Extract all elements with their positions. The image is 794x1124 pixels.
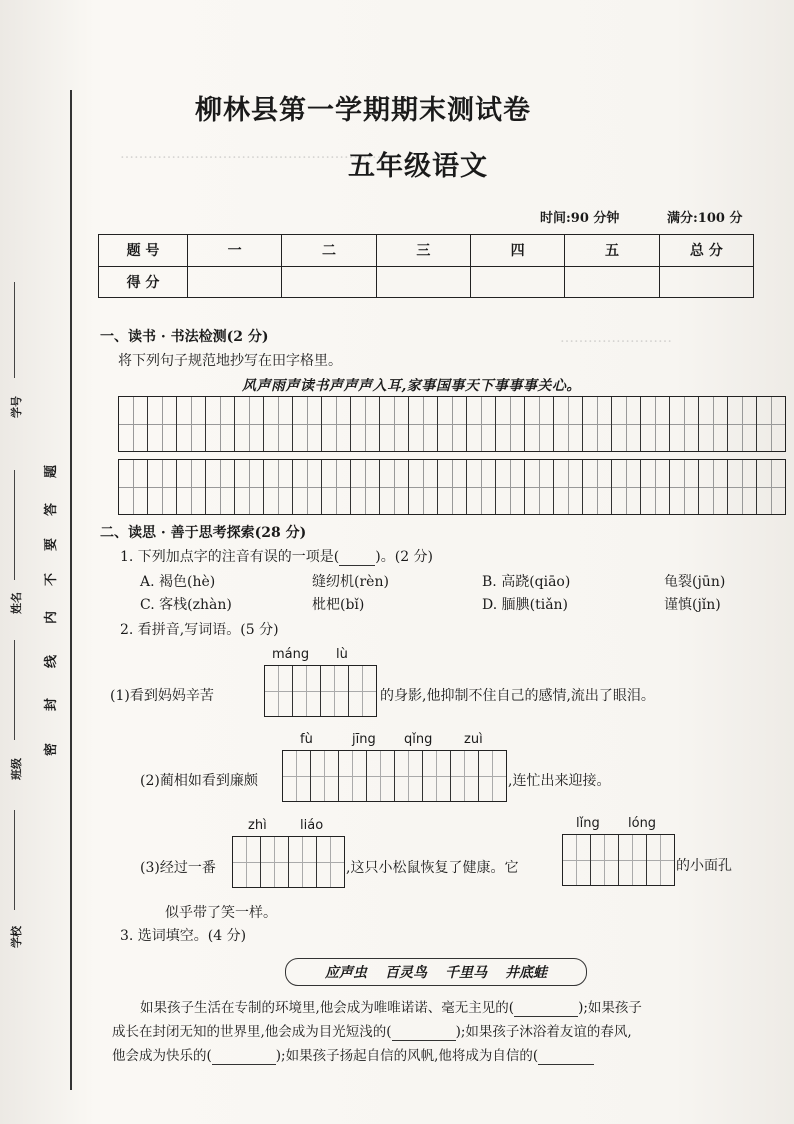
name-label: 姓名 [10, 592, 23, 614]
grid-cell[interactable] [583, 460, 612, 514]
pinyin: lù [336, 647, 348, 662]
tian-box[interactable] [479, 751, 506, 801]
tian-box[interactable] [451, 751, 479, 801]
grid-cell[interactable] [525, 397, 554, 451]
tian-box[interactable] [293, 666, 321, 716]
q1-option[interactable]: C. 客栈(zhàn) [140, 597, 232, 613]
q2-item3-middle: ,这只小松鼠恢复了健康。它 [346, 860, 519, 876]
exam-time: 时间:90 分钟 [540, 211, 620, 226]
q3-blank-3[interactable] [212, 1048, 276, 1065]
grid-cell[interactable] [525, 460, 554, 514]
seal-char: 密 [44, 742, 60, 757]
seal-char: 要 [44, 537, 60, 552]
table-cell: 二 [282, 235, 376, 267]
seal-char: 题 [44, 464, 60, 479]
q3-text: 他会成为快乐的( [112, 1048, 212, 1064]
class-label: 班级 [10, 758, 23, 780]
tian-box[interactable] [317, 837, 344, 887]
grid-cell[interactable] [380, 460, 409, 514]
bleed-through-text: …………………………………………………… [120, 146, 400, 162]
q1-stem [120, 546, 433, 566]
exam-full-score: 满分:100 分 [667, 211, 743, 226]
score-input-cell[interactable] [565, 266, 659, 298]
tian-box[interactable] [423, 751, 451, 801]
q2-item3-tian-grid-2[interactable] [562, 834, 675, 886]
q2-item2-tian-grid[interactable] [282, 750, 507, 802]
exam-subtitle: 五年级语文 [348, 151, 488, 182]
word-choice: 百灵鸟 [385, 965, 427, 981]
grid-cell[interactable] [264, 460, 293, 514]
grid-cell[interactable] [293, 460, 322, 514]
tian-box[interactable] [339, 751, 367, 801]
q1-answer-blank[interactable] [339, 549, 375, 566]
tian-box[interactable] [619, 835, 647, 885]
grid-cell[interactable] [757, 460, 785, 514]
q2-item3-before: (3)经过一番 [140, 860, 216, 876]
tian-box[interactable] [647, 835, 674, 885]
grid-cell[interactable] [351, 397, 380, 451]
q1-stem-end: )。(2 分) [375, 549, 434, 565]
tian-box[interactable] [283, 751, 311, 801]
q1-option: 枇杷(bǐ) [312, 597, 365, 613]
grid-cell[interactable] [322, 460, 351, 514]
grid-cell[interactable] [177, 397, 206, 451]
score-input-cell[interactable] [188, 266, 282, 298]
seal-char: 不 [44, 572, 60, 587]
pinyin: máng [272, 647, 310, 662]
grid-cell[interactable] [496, 460, 525, 514]
tian-box[interactable] [261, 837, 289, 887]
tian-box[interactable] [311, 751, 339, 801]
grid-cell[interactable] [728, 460, 757, 514]
word-choice: 千里马 [445, 965, 487, 981]
q3-text: 如果孩子生活在专制的环境里,他会成为唯唯诺诺、毫无主见的( [140, 1000, 515, 1016]
grid-cell[interactable] [119, 460, 148, 514]
section1-heading: 一、读书 · 书法检测(2 分) [100, 329, 269, 345]
q1-option[interactable]: B. 高跷(qiāo) [482, 574, 571, 590]
tian-box[interactable] [289, 837, 317, 887]
score-table-header-row [99, 235, 754, 267]
grid-cell[interactable] [554, 460, 583, 514]
q1-option: 谨慎(jǐn) [664, 597, 721, 613]
tian-box[interactable] [591, 835, 619, 885]
grid-cell[interactable] [670, 397, 699, 451]
tian-box[interactable] [321, 666, 349, 716]
grid-cell[interactable] [699, 460, 728, 514]
score-input-cell[interactable] [376, 266, 470, 298]
score-table-score-row [99, 266, 754, 298]
q3-blank-2[interactable] [392, 1024, 456, 1041]
score-input-cell[interactable] [470, 266, 564, 298]
score-input-cell[interactable] [659, 266, 753, 298]
q3-text: );如果孩子沐浴着友谊的春风, [455, 1024, 632, 1040]
word-choice: 井底蛙 [505, 965, 547, 981]
word-choice-box [285, 958, 587, 986]
q1-stem-text: 1. 下列加点字的注音有误的一项是( [120, 549, 340, 565]
grid-cell[interactable] [757, 397, 785, 451]
q2-item1-before: (1)看到妈妈辛苦 [110, 688, 214, 704]
table-cell: 三 [376, 235, 470, 267]
tian-box[interactable] [563, 835, 591, 885]
q3-blank-1[interactable] [514, 1000, 578, 1017]
school-label: 学校 [10, 926, 23, 948]
student-id-line [14, 282, 15, 378]
seal-char: 内 [44, 610, 60, 625]
student-id-label: 学号 [10, 396, 23, 418]
table-cell: 四 [470, 235, 564, 267]
seal-char: 答 [44, 502, 60, 517]
q1-option: 龟裂(jūn) [664, 574, 726, 590]
name-line [14, 470, 15, 580]
q2-item3-line2: 似乎带了笑一样。 [165, 905, 277, 921]
tian-box[interactable] [233, 837, 261, 887]
grid-cell[interactable] [264, 397, 293, 451]
grid-cell[interactable] [235, 460, 264, 514]
pinyin: lǐng [576, 816, 600, 831]
grid-cell[interactable] [438, 397, 467, 451]
tian-box[interactable] [395, 751, 423, 801]
q1-option[interactable]: D. 腼腆(tiǎn) [482, 597, 569, 613]
q3-blank-4[interactable] [538, 1048, 594, 1065]
tian-box[interactable] [265, 666, 293, 716]
grid-cell[interactable] [467, 460, 496, 514]
q3-paragraph-line3 [112, 1044, 594, 1065]
pinyin: zuì [464, 732, 483, 747]
grid-cell[interactable] [699, 397, 728, 451]
grid-cell[interactable] [612, 397, 641, 451]
binding-line [70, 90, 72, 1090]
grid-cell[interactable] [351, 460, 380, 514]
section1-instruction: 将下列句子规范地抄写在田字格里。 [118, 353, 342, 369]
grid-cell[interactable] [148, 397, 177, 451]
grid-cell[interactable] [148, 460, 177, 514]
grid-cell[interactable] [235, 397, 264, 451]
copy-phrase: 风声雨声读书声声声入耳,家事国事天下事事事关心。 [242, 378, 581, 394]
grid-cell[interactable] [206, 397, 235, 451]
grid-cell[interactable] [612, 460, 641, 514]
pinyin: qǐng [404, 732, 433, 747]
q2-stem: 2. 看拼音,写词语。(5 分) [120, 622, 279, 638]
grid-cell[interactable] [119, 397, 148, 451]
exam-title: 柳林县第一学期期末测试卷 [195, 95, 531, 126]
q3-paragraph-line1 [140, 996, 642, 1017]
grid-cell[interactable] [409, 460, 438, 514]
q1-option[interactable]: A. 褐色(hè) [140, 574, 216, 590]
grid-cell[interactable] [467, 397, 496, 451]
table-cell: 得 分 [99, 266, 188, 298]
grid-cell[interactable] [641, 397, 670, 451]
seal-char: 线 [44, 654, 60, 669]
tian-box[interactable] [367, 751, 395, 801]
table-cell: 一 [188, 235, 282, 267]
seal-char: 封 [44, 697, 60, 712]
grid-cell[interactable] [177, 460, 206, 514]
grid-cell[interactable] [380, 397, 409, 451]
pinyin: liáo [300, 818, 324, 833]
score-input-cell[interactable] [282, 266, 376, 298]
table-cell: 题 号 [99, 235, 188, 267]
q2-item2-after: ,连忙出来迎接。 [508, 773, 611, 789]
grid-cell[interactable] [670, 460, 699, 514]
grid-cell[interactable] [496, 397, 525, 451]
q3-text: );如果孩子 [578, 1000, 642, 1016]
class-line [14, 640, 15, 740]
pinyin: lóng [628, 816, 657, 831]
school-line [14, 810, 15, 910]
q2-item3-after: 的小面孔 [676, 858, 732, 874]
q1-option: 缝纫机(rèn) [312, 574, 389, 590]
q3-stem: 3. 选词填空。(4 分) [120, 928, 247, 944]
writing-grid-1[interactable] [118, 396, 786, 452]
grid-cell[interactable] [206, 460, 235, 514]
pinyin: jīng [352, 732, 376, 747]
q3-text: );如果孩子扬起自信的风帆,他将成为自信的( [275, 1048, 539, 1064]
pinyin: fù [300, 732, 313, 747]
section2-heading: 二、读思 · 善于思考探索(28 分) [100, 525, 307, 541]
table-cell: 五 [565, 235, 659, 267]
score-table [98, 234, 754, 298]
grid-cell[interactable] [583, 397, 612, 451]
word-choice: 应声虫 [325, 965, 367, 981]
grid-cell[interactable] [322, 397, 351, 451]
pinyin: zhì [248, 818, 267, 833]
grid-cell[interactable] [641, 460, 670, 514]
grid-cell[interactable] [728, 397, 757, 451]
grid-cell[interactable] [554, 397, 583, 451]
q2-item3-tian-grid-1[interactable] [232, 836, 345, 888]
table-cell: 总 分 [659, 235, 753, 267]
grid-cell[interactable] [438, 460, 467, 514]
q3-text: 成长在封闭无知的世界里,他会成为目光短浅的( [112, 1024, 392, 1040]
grid-cell[interactable] [293, 397, 322, 451]
bleed-through-text: …………………… [560, 330, 672, 346]
grid-cell[interactable] [409, 397, 438, 451]
q2-item1-tian-grid[interactable] [264, 665, 377, 717]
tian-box[interactable] [349, 666, 376, 716]
q2-item1-after: 的身影,他抑制不住自己的感情,流出了眼泪。 [380, 688, 655, 704]
writing-grid-2[interactable] [118, 459, 786, 515]
q2-item2-before: (2)蔺相如看到廉颇 [140, 773, 258, 789]
q3-paragraph-line2 [112, 1020, 632, 1041]
